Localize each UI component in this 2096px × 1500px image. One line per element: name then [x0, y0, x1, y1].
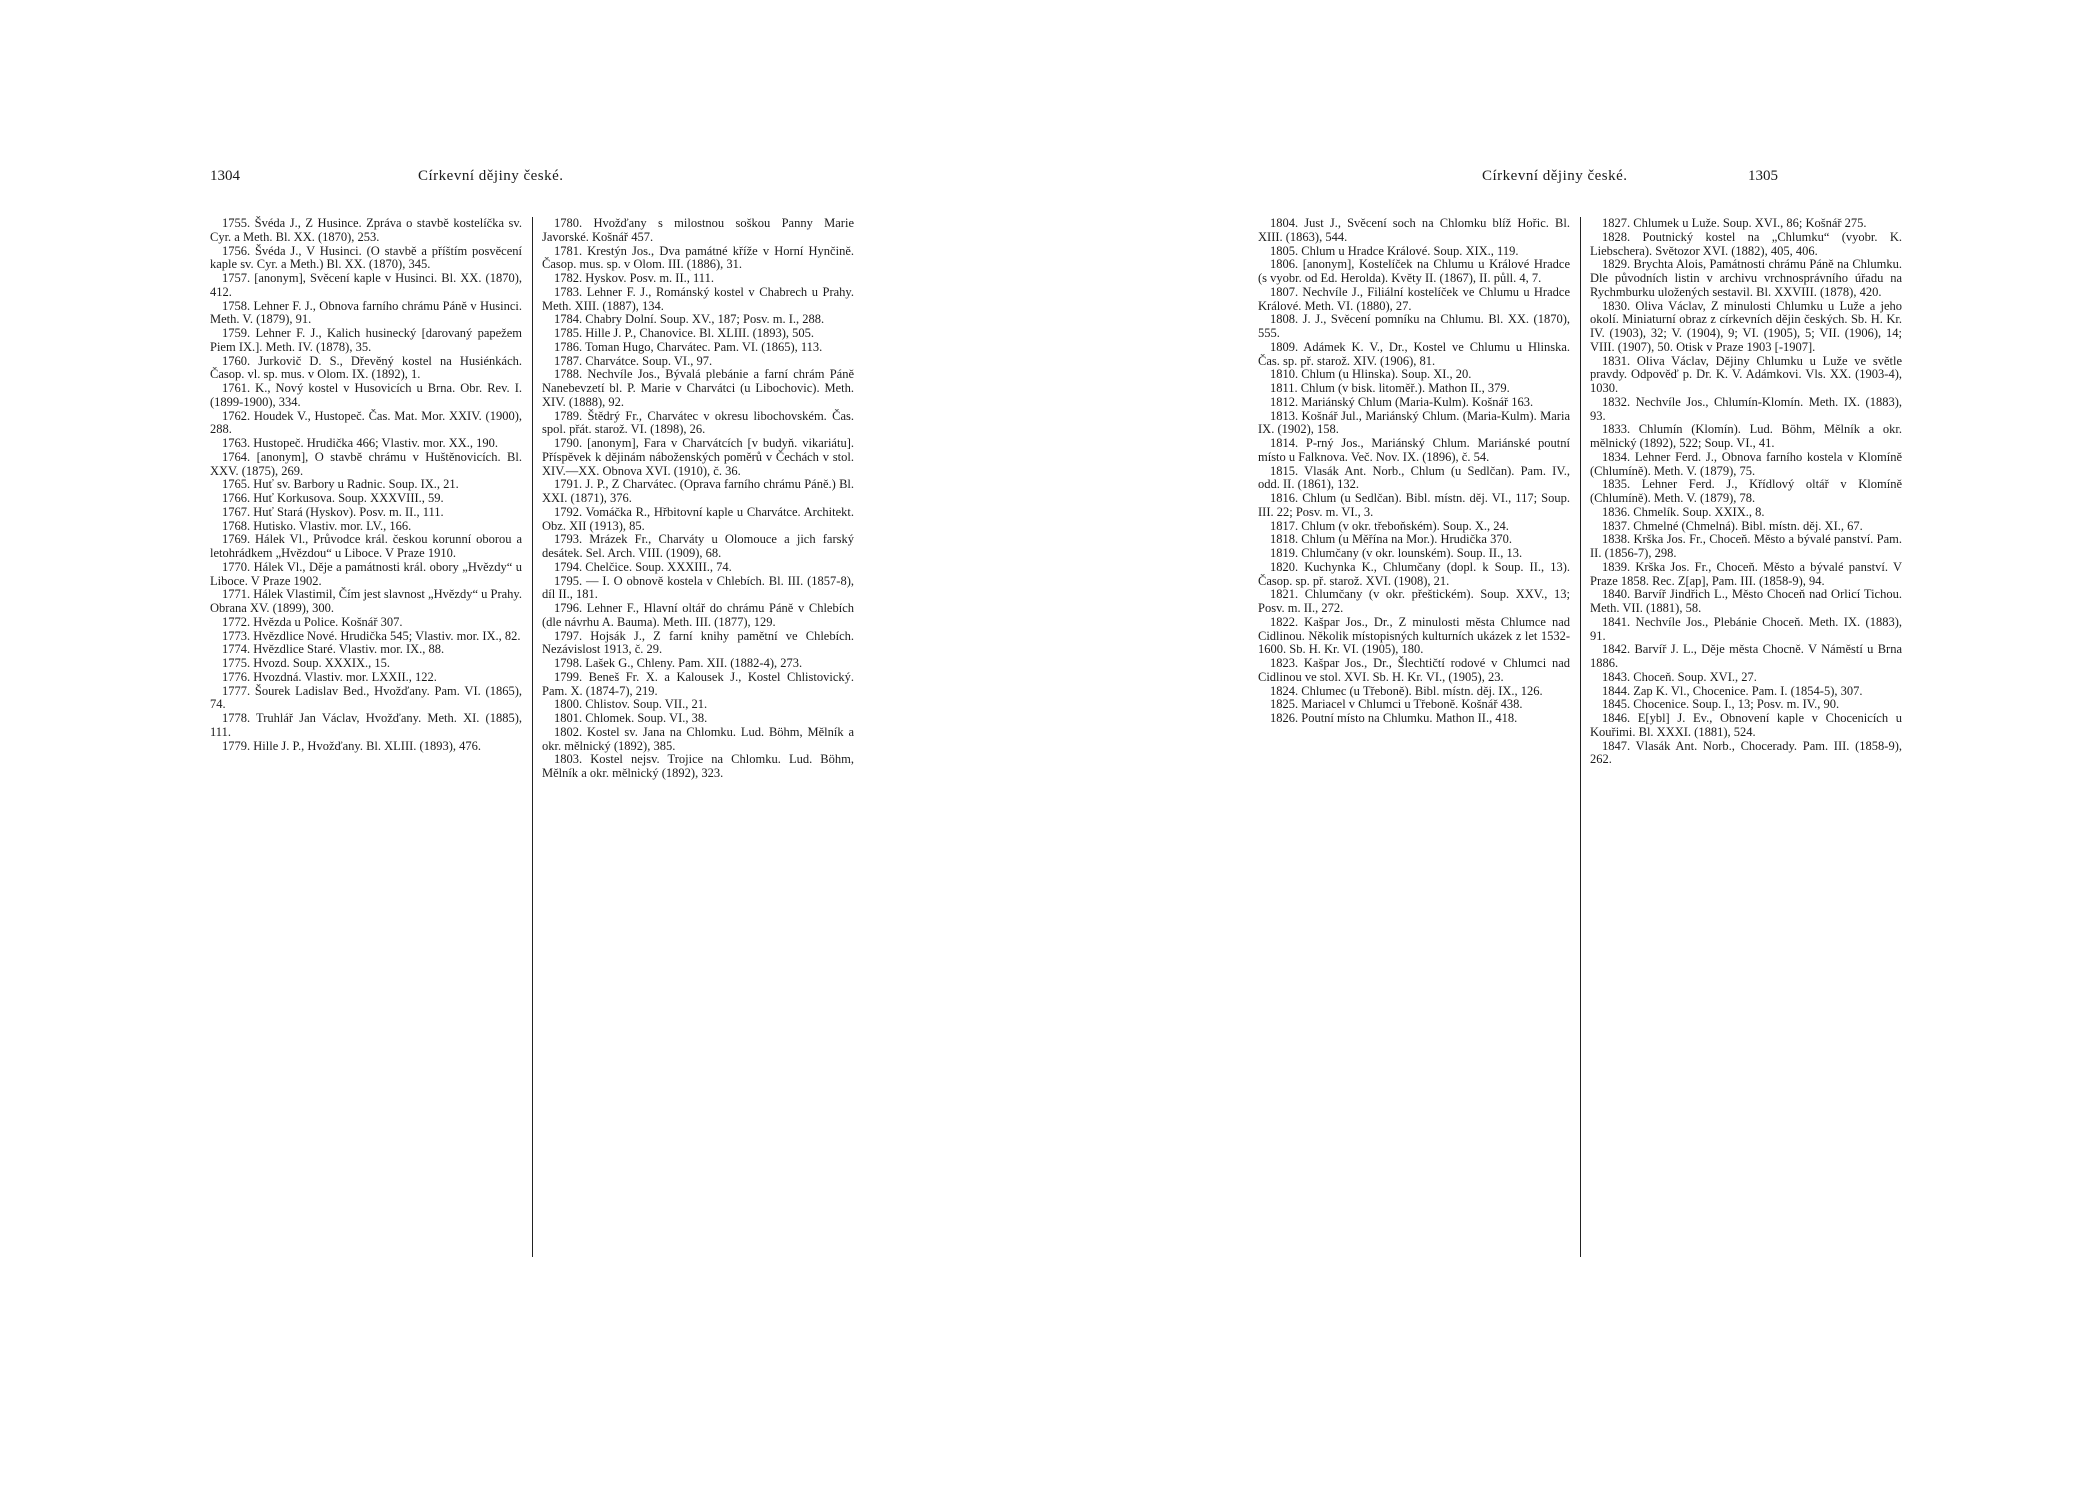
bibliography-entry: 1821. Chlumčany (v okr. přeštickém). Soup. XXV., 13; Posv. m. II., 272. [1258, 587, 1570, 615]
bibliography-entry: 1770. Hálek Vl., Děje a památnosti král. obory „Hvězdy“ u Liboce. V Praze 1902. [210, 559, 522, 588]
bibliography-entry: 1776. Hvozdná. Vlastiv. mor. LXXII., 122. [222, 669, 437, 684]
bibliography-entry: 1760. Jurkovič D. S., Dřevěný kostel na Husiénkách. Časop. vl. sp. mus. v Olom. IX. (1892), 1. [210, 353, 522, 382]
bibliography-entry: 1759. Lehner F. J., Kalich husinecký [darovaný papežem Piem IX.]. Meth. IV. (1878), 35. [210, 326, 522, 354]
bibliography-entry: 1784. Chabry Dolní. Soup. XV., 187; Posv. m. I., 288. [554, 312, 825, 327]
bibliography-entry: 1782. Hyskov. Posv. m. II., 111. [554, 271, 714, 285]
right-column-1 [1258, 217, 1570, 726]
bibliography-entry: 1818. Chlum (u Měřína na Mor.). Hrudička 370. [1270, 532, 1512, 547]
bibliography-entry: 1790. [anonym], Fara v Charvátcích [v budyň. vikariátu]. Příspěvek k dějinám náboženských poměrů v Čechách v stol. XIV.—XX. Obnova XVI. (1910), č. 36. [542, 436, 854, 478]
bibliography-entry: 1819. Chlumčany (v okr. lounském). Soup. II., 13. [1270, 546, 1523, 560]
bibliography-entry: 1827. Chlumek u Luže. Soup. XVI., 86; Košnář 275. [1602, 216, 1867, 230]
bibliography-entry: 1781. Krestýn Jos., Dva památné kříže v Horní Hynčině. Časop. mus. sp. v Olom. III. (1886), 31. [542, 243, 854, 272]
bibliography-entry: 1780. Hvožďany s milostnou soškou Panny Marie Javorské. Košnář 457. [542, 216, 854, 244]
bibliography-entry: 1806. [anonym], Kostelíček na Chlumu u Králové Hradce (s vyobr. od Ed. Herolda). Květy II. (1867), II. půll. 4, 7. [1258, 257, 1570, 285]
bibliography-entry: 1791. J. P., Z Charvátec. (Oprava farního chrámu Páně.) Bl. XXI. (1871), 376. [542, 477, 854, 505]
bibliography-entry: 1826. Poutní místo na Chlumku. Mathon II., 418. [1270, 711, 1518, 725]
bibliography-entry: 1814. P-rný Jos., Mariánský Chlum. Mariánské poutní místo u Falknova. Več. Nov. IX. (1896), č. 54. [1258, 436, 1570, 464]
bibliography-entry: 1840. Barvíř Jindřich L., Město Choceň nad Orlicí Tichou. Meth. VII. (1881), 58. [1590, 587, 1902, 615]
bibliography-entry: 1755. Švéda J., Z Husince. Zpráva o stavbě kostelíčka sv. Cyr. a Meth. Bl. XX. (1870), 253. [210, 216, 522, 244]
bibliography-entry: 1792. Vomáčka R., Hřbitovní kaple u Charvátce. Architekt. Obz. XII (1913), 85. [542, 504, 854, 533]
bibliography-entry: 1767. Huť Stará (Hyskov). Posv. m. II., 111. [222, 504, 444, 519]
bibliography-entry: 1831. Oliva Václav, Dějiny Chlumku u Luže ve světle pravdy. Odpověď p. Dr. K. V. Adámkovi. Vls. XX. (1903-4), 1030. [1590, 353, 1902, 395]
bibliography-entry: 1804. Just J., Svěcení soch na Chlomku blíž Hořic. Bl. XIII. (1863), 544. [1258, 216, 1570, 244]
right-page-number: 1305 [1748, 168, 1778, 184]
right-page [1048, 0, 2096, 1500]
bibliography-entry: 1801. Chlomek. Soup. VI., 38. [554, 711, 708, 725]
bibliography-entry: 1828. Poutnický kostel na „Chlumku“ (vyobr. K. Liebschera). Světozor XVI. (1882), 405, 406. [1590, 229, 1902, 258]
bibliography-entry: 1846. E[ybl] J. Ev., Obnovení kaple v Chocenicích u Kouřimi. Bl. XXXI. (1881), 524. [1590, 711, 1902, 739]
bibliography-entry: 1810. Chlum (u Hlinska). Soup. XI., 20. [1270, 367, 1472, 382]
bibliography-entry: 1845. Chocenice. Soup. I., 13; Posv. m. IV., 90. [1602, 697, 1840, 712]
bibliography-entry: 1811. Chlum (v bisk. litoměř.). Mathon II., 379. [1270, 381, 1510, 395]
bibliography-entry: 1793. Mrázek Fr., Charváty u Olomouce a jich farský desátek. Sel. Arch. VIII. (1909), 68. [542, 532, 854, 560]
bibliography-entry: 1816. Chlum (u Sedlčan). Bibl. místn. děj. VI., 117; Soup. III. 22; Posv. m. VI., 3. [1258, 491, 1570, 519]
bibliography-entry: 1798. Lašek G., Chleny. Pam. XII. (1882-4), 273. [554, 656, 803, 670]
left-column-2 [542, 217, 854, 781]
bibliography-entry: 1762. Houdek V., Hustopeč. Čas. Mat. Mor. XXIV. (1900), 288. [210, 408, 522, 437]
column-divider [532, 217, 533, 1257]
bibliography-entry: 1807. Nechvíle J., Filiální kostelíček ve Chlumu u Hradce Králové. Meth. VI. (1880), 27. [1258, 284, 1570, 313]
bibliography-entry: 1764. [anonym], O stavbě chrámu v Huštěnovicích. Bl. XXV. (1875), 269. [210, 449, 522, 478]
bibliography-entry: 1778. Truhlář Jan Václav, Hvožďany. Meth. XI. (1885), 111. [210, 711, 522, 739]
bibliography-entry: 1847. Vlasák Ant. Norb., Chocerady. Pam. III. (1858-9), 262. [1590, 738, 1902, 767]
bibliography-entry: 1785. Hille J. P., Chanovice. Bl. XLIII. (1893), 505. [554, 326, 815, 340]
bibliography-entry: 1829. Brychta Alois, Památnosti chrámu Páně na Chlumku. Dle původních listin v archivu vrchnosprávního úřadu na Rychmburku uložených sestavil. Bl. XXVIII. (1878), 420. [1590, 257, 1902, 299]
bibliography-entry: 1771. Hálek Vlastimil, Čím jest slavnost „Hvězdy“ u Prahy. Obrana XV. (1899), 300. [210, 587, 522, 615]
bibliography-entry: 1796. Lehner F., Hlavní oltář do chrámu Páně v Chlebích (dle návrhu A. Bauma). Meth. III. (1877), 129. [542, 601, 854, 629]
bibliography-entry: 1823. Kašpar Jos., Dr., Šlechtičtí rodové v Chlumci nad Cidlinou ve stol. XVI. Sb. H. Kr. VI., (1905), 23. [1258, 656, 1570, 684]
bibliography-entry: 1809. Adámek K. V., Dr., Kostel ve Chlumu u Hlinska. Čas. sp. př. starož. XIV. (1906), 81. [1258, 339, 1570, 368]
bibliography-entry: 1839. Krška Jos. Fr., Choceň. Město a bývalé panství. V Praze 1858. Rec. Z[ap], Pam. III. (1858-9), 94. [1590, 559, 1902, 588]
bibliography-entry: 1812. Mariánský Chlum (Maria-Kulm). Košnář 163. [1270, 394, 1534, 409]
bibliography-entry: 1837. Chmelné (Chmelná). Bibl. místn. děj. XI., 67. [1602, 518, 1863, 533]
bibliography-entry: 1789. Štědrý Fr., Charvátec v okresu libochovském. Čas. spol. přát. starož. VI. (1898), 26. [542, 408, 854, 437]
bibliography-entry: 1835. Lehner Ferd. J., Křídlový oltář v Klomíně (Chlumíně). Meth. V. (1879), 78. [1590, 477, 1902, 505]
right-column-2 [1590, 217, 1902, 767]
bibliography-entry: 1772. Hvězda u Police. Košnář 307. [222, 614, 403, 629]
bibliography-entry: 1836. Chmelík. Soup. XXIX., 8. [1602, 504, 1765, 519]
bibliography-entry: 1832. Nechvíle Jos., Chlumín-Klomín. Meth. IX. (1883), 93. [1590, 394, 1902, 423]
bibliography-entry: 1763. Hustopeč. Hrudička 466; Vlastiv. mor. XX., 190. [222, 436, 499, 450]
bibliography-entry: 1794. Chelčice. Soup. XXXIII., 74. [554, 559, 732, 574]
bibliography-entry: 1761. K., Nový kostel v Husovicích u Brna. Obr. Rev. I. (1899-1900), 334. [210, 381, 522, 409]
column-divider [1580, 217, 1581, 1257]
bibliography-entry: 1775. Hvozd. Soup. XXXIX., 15. [222, 656, 391, 670]
bibliography-entry: 1766. Huť Korkusova. Soup. XXXVIII., 59. [222, 491, 444, 505]
bibliography-entry: 1843. Choceň. Soup. XVI., 27. [1602, 669, 1757, 684]
bibliography-entry: 1802. Kostel sv. Jana na Chlomku. Lud. Böhm, Mělník a okr. mělnický (1892), 385. [542, 724, 854, 753]
bibliography-entry: 1768. Hutisko. Vlastiv. mor. LV., 166. [222, 518, 412, 533]
bibliography-entry: 1803. Kostel nejsv. Trojice na Chlomku. Lud. Böhm, Mělník a okr. mělnický (1892), 323. [542, 752, 854, 780]
bibliography-entry: 1788. Nechvíle Jos., Bývalá plebánie a farní chrám Páně Nanebevzetí bl. P. Marie v Charvátci (u Libochovic). Meth. XIV. (1888), 92. [542, 367, 854, 409]
bibliography-entry: 1844. Zap K. Vl., Chocenice. Pam. I. (1854-5), 307. [1602, 683, 1863, 698]
bibliography-entry: 1841. Nechvíle Jos., Plebánie Choceň. Meth. IX. (1883), 91. [1590, 614, 1902, 643]
bibliography-entry: 1795. — I. O obnově kostela v Chlebích. Bl. III. (1857-8), díl II., 181. [542, 573, 854, 602]
bibliography-entry: 1787. Charvátce. Soup. VI., 97. [554, 353, 713, 368]
bibliography-entry: 1813. Košnář Jul., Mariánský Chlum. (Maria-Kulm). Maria IX. (1902), 158. [1258, 408, 1570, 437]
bibliography-entry: 1822. Kašpar Jos., Dr., Z minulosti města Chlumce nad Cidlinou. Několik místopisných kulturních ukázek z let 1532-1600. Sb. H. Kr. VI. (1905), 180. [1258, 614, 1570, 657]
bibliography-entry: 1817. Chlum (v okr. třeboňském). Soup. X., 24. [1270, 518, 1509, 533]
left-running-title: Církevní dějiny české. [418, 168, 564, 184]
bibliography-entry: 1842. Barvíř J. L., Děje města Chocně. V Náměstí u Brna 1886. [1590, 642, 1902, 670]
bibliography-entry: 1783. Lehner F. J., Románský kostel v Chabrech u Prahy. Meth. XIII. (1887), 134. [542, 284, 854, 313]
bibliography-entry: 1769. Hálek Vl., Průvodce král. českou korunní oborou a letohrádkem „Hvězdou“ u Liboce. V Praze 1910. [210, 532, 522, 560]
bibliography-entry: 1756. Švéda J., V Husinci. (O stavbě a příštím posvěcení kaple sv. Cyr. a Meth.) Bl. XX. (1870), 345. [210, 243, 522, 272]
bibliography-entry: 1820. Kuchynka K., Chlumčany (dopl. k Soup. II., 13). Časop. sp. př. starož. XVI. (1908), 21. [1258, 559, 1570, 588]
bibliography-entry: 1758. Lehner F. J., Obnova farního chrámu Páně v Husinci. Meth. V. (1879), 91. [210, 298, 522, 327]
bibliography-entry: 1773. Hvězdlice Nové. Hrudička 545; Vlastiv. mor. IX., 82. [222, 628, 521, 643]
right-running-title: Církevní dějiny české. [1482, 168, 1628, 184]
left-column-1 [210, 217, 522, 753]
bibliography-entry: 1786. Toman Hugo, Charvátec. Pam. VI. (1865), 113. [554, 339, 823, 354]
bibliography-entry: 1774. Hvězdlice Staré. Vlastiv. mor. IX., 88. [222, 642, 445, 657]
bibliography-entry: 1765. Huť sv. Barbory u Radnic. Soup. IX., 21. [222, 477, 459, 492]
bibliography-entry: 1800. Chlistov. Soup. VII., 21. [554, 697, 708, 712]
bibliography-entry: 1830. Oliva Václav, Z minulosti Chlumku u Luže a jeho okolí. Miniaturní obraz z církevních dějin českých. Sb. H. Kr. IV. (1903), 32; V. (1904), 9; VI. (1905), 5; VII. (1906), 14; VIII. (1907), 50. Otisk v Praze 1903 [-1907]. [1590, 298, 1902, 354]
bibliography-entry: 1825. Mariacel v Chlumci u Třeboně. Košnář 438. [1270, 697, 1523, 712]
bibliography-entry: 1824. Chlumec (u Třeboně). Bibl. místn. děj. IX., 126. [1270, 683, 1543, 698]
bibliography-entry: 1757. [anonym], Svěcení kaple v Husinci. Bl. XX. (1870), 412. [210, 271, 522, 299]
bibliography-entry: 1833. Chlumín (Klomín). Lud. Böhm, Mělník a okr. mělnický (1892), 522; Soup. VI., 41. [1590, 422, 1902, 450]
bibliography-entry: 1838. Krška Jos. Fr., Choceň. Město a bývalé panství. Pam. II. (1856-7), 298. [1590, 532, 1902, 560]
bibliography-entry: 1805. Chlum u Hradce Králové. Soup. XIX., 119. [1270, 243, 1519, 258]
bibliography-entry: 1797. Hojsák J., Z farní knihy pamětní ve Chlebích. Nezávislost 1913, č. 29. [542, 628, 854, 657]
bibliography-entry: 1815. Vlasák Ant. Norb., Chlum (u Sedlčan). Pam. IV., odd. II. (1861), 132. [1258, 463, 1570, 492]
bibliography-entry: 1808. J. J., Svěcení pomníku na Chlumu. Bl. XX. (1870), 555. [1258, 312, 1570, 340]
left-page-number: 1304 [210, 168, 240, 184]
bibliography-entry: 1834. Lehner Ferd. J., Obnova farního kostela v Klomíně (Chlumíně). Meth. V. (1879), 75. [1590, 449, 1902, 478]
bibliography-entry: 1799. Beneš Fr. X. a Kalousek J., Kostel Chlistovický. Pam. X. (1874-7), 219. [542, 669, 854, 698]
bibliography-entry: 1777. Šourek Ladislav Bed., Hvožďany. Pam. VI. (1865), 74. [210, 683, 522, 712]
bibliography-entry: 1779. Hille J. P., Hvožďany. Bl. XLIII. (1893), 476. [222, 738, 481, 753]
